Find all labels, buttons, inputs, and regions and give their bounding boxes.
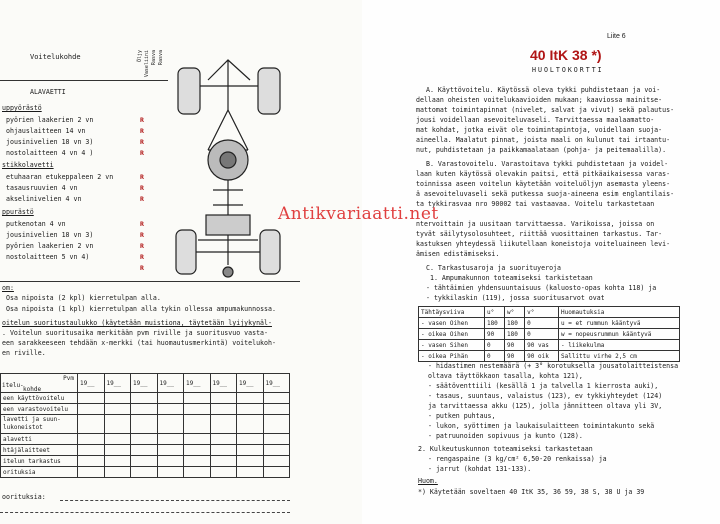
row-label: orituksia <box>1 467 78 478</box>
para-line: C. Tarkastusaroja ja suorituyeroja <box>426 264 561 272</box>
group-title: uppyörästö <box>2 104 42 112</box>
para-line: ntervoittain ja uusitaan tarvittaessa. Varikoissa, joissa on <box>416 220 655 228</box>
section-title: ALAVAETTI <box>30 88 66 96</box>
after-line: 2. Kulkeutuskunnon toteamiseksi tarkastetaan <box>418 445 593 453</box>
para-line: B. Varastovoitelu. Varastoitava tykki puhdistetaan ja voidel- <box>426 160 669 168</box>
group-item: jousinivelien 18 vn 3) <box>6 138 94 146</box>
group-item: putkenotan 4 vn <box>6 220 66 228</box>
mark: R <box>140 173 144 181</box>
note-line: oitelun suoritustaulukko (käytetään muistiona, täytetään lyijykynäl- <box>2 319 272 327</box>
after-line: ja tarvittaessa akku (125), jolla jännitteen oltava yli 3V, <box>428 402 663 410</box>
th-cell: u° <box>484 307 504 318</box>
group-item: pyörien laakerien 2 vn <box>6 116 94 124</box>
divider <box>0 80 168 81</box>
page-label: Liite 6 <box>607 33 626 40</box>
year-cell[interactable]: 19__ <box>263 374 290 393</box>
th-cell: Tähtäysviiva <box>419 307 485 318</box>
after-line: - putken puhtaus, <box>428 412 496 420</box>
mark: R <box>140 127 144 135</box>
para-line: mat kohdat, jotka eivät ole toimintapintoja, voidellaan suoja- <box>416 126 663 134</box>
card-subtitle: HUOLTOKORTTI <box>532 66 604 74</box>
after-line: - jarrut (kohdat 131-133). <box>428 465 532 473</box>
group-item: jousinivelien 18 vn 3) <box>6 231 94 239</box>
mark: R <box>140 184 144 192</box>
table-row <box>1 467 290 478</box>
para-line: ämisen edistämiseksi. <box>416 250 500 258</box>
row-label <box>1 415 78 434</box>
remarks-line <box>60 500 290 501</box>
col-code: Rasva <box>158 50 164 66</box>
year-cell[interactable]: 19__ <box>78 374 105 393</box>
mark: R <box>140 116 144 124</box>
table-row: - vasen Sihen 0 90 90 vas - liikekulma <box>419 340 680 351</box>
after-line: - tasaus, suuntaus, valaistus (123), ev tykkiyhteydet (124) <box>428 392 663 400</box>
corner-cell <box>1 374 78 393</box>
col-code: Vaseliini <box>144 50 150 78</box>
group-title: stikkolavetti <box>2 161 54 169</box>
row-label-b: lukoneistot <box>3 424 43 431</box>
note-line: en riville. <box>2 349 46 357</box>
year-cell[interactable]: 19__ <box>184 374 211 393</box>
para-line: mattomat toimintapinnat (nivelet, salvat ja vivut) sekä palautus- <box>416 106 675 114</box>
watermark: Antikvariaatti.net <box>278 204 439 224</box>
after-line: - säätöventtiili (kesällä 1 ja talvella 1 kierrosta auki), <box>428 382 659 390</box>
para-line: jousi voidellaan asevoiteluvaseli. Tarvittaessa maalaamatto- <box>416 116 655 124</box>
th-cell: w° <box>505 307 525 318</box>
th-cell: Huomautuksia <box>559 307 680 318</box>
divider <box>0 281 300 282</box>
corner-label: itelu- <box>2 382 24 389</box>
row-label: een varastovoitelu <box>1 404 78 415</box>
group-title: ppurästö <box>2 208 34 216</box>
mark: R <box>140 195 144 203</box>
row-label-a: lavetti ja suun- <box>3 416 61 423</box>
after-line: - rengaspaine (3 kg/cm² 6,50-20 renkaissa) ja <box>428 455 607 463</box>
group-item: pyörien laakerien 2 vn <box>6 242 94 250</box>
mark: R <box>140 242 144 250</box>
row-label: alavetti <box>1 434 78 445</box>
mark: R <box>140 149 144 157</box>
note-line: een sarakkeeseen tehdään x-merkki (tai huomautusmerkintä) voitelukoh- <box>2 339 276 347</box>
after-line: - lukon, syöttimen ja laukaisulaitteen toimintakunto sekä <box>428 422 655 430</box>
group-item: ohjauslaitteen 14 vn <box>6 127 86 135</box>
mark: R <box>140 264 144 272</box>
row-label: itelun tarkastus <box>1 456 78 467</box>
para-line: toinnissa aseen voitelun käytetään voiteluöljyn asemasta yleens- <box>416 180 671 188</box>
para-line: ä asevoiteluvaseli sekä putkessa suoja-aineena esim englantilais- <box>416 190 675 198</box>
table-row <box>1 434 290 445</box>
sight-table <box>418 306 680 362</box>
table-row: - oikea Oihen 90 180 0 w = nopeusrummun kääntyvä <box>419 329 680 340</box>
lubrication-log-table <box>0 373 290 478</box>
row-label: htäjälaitteet <box>1 445 78 456</box>
group-item: tasausruuvien 4 vn <box>6 184 78 192</box>
notes-label: om: <box>2 284 14 292</box>
group-item: etuhaaran etukeppaleen 2 vn <box>6 173 114 181</box>
mark: R <box>140 138 144 146</box>
para-line: - tähtäimien yhdensuuntaisuus (kaluosto-opas kohta 118) ja <box>426 284 657 292</box>
col-code: Öljy <box>137 50 143 63</box>
group-item: nostolaitteen 5 vn 4) <box>6 253 90 261</box>
footnote: *) Käytetään soveltaen 40 ItK 35, 36 59, 38 S, 38 U ja 39 <box>418 488 645 496</box>
pvm-label: Pvm <box>63 375 74 382</box>
para-line: nut, puhdistetaan ja paikkamaalataan (pohja- ja peitemaalilla). <box>416 146 667 154</box>
year-cell[interactable]: 19__ <box>210 374 237 393</box>
after-line: oltava täyttökkaon tasalla, kohta 121), <box>428 372 583 380</box>
note-line: Osa nipoista (2 kpl) kierretulpan alla. <box>6 294 161 302</box>
year-cell[interactable]: 19__ <box>131 374 158 393</box>
footer-remarks: oorituksia: <box>2 493 46 501</box>
table-row: - vasen Oihen 180 180 0 u = et rummun kääntyvä <box>419 318 680 329</box>
col-code: Rasva <box>151 50 157 66</box>
para-line: ta tykkirasvaa nro 90002 tai vastaavaa. Voitelu tarkastetaan <box>416 200 655 208</box>
lube-point-header: Voitelukohde <box>30 53 81 61</box>
para-line: 1. Ampumakunnon toteamiseksi tarkistetaan <box>430 274 593 282</box>
card-title: 40 ItK 38 *) <box>530 47 602 63</box>
table-row <box>1 393 290 404</box>
para-line: A. Käyttövoitelu. Käytössä oleva tykki puhdistetaan ja voi- <box>426 86 661 94</box>
huom-label: Huom. <box>418 477 438 485</box>
remarks-line <box>0 512 290 513</box>
group-item: akselinivelien 4 vn <box>6 195 82 203</box>
mark: R <box>140 231 144 239</box>
table-row <box>1 404 290 415</box>
after-line: - hidastimen nestemäärä (+ 3° korotuksella jousatolaitteistensa <box>428 362 679 370</box>
year-cell[interactable]: 19__ <box>104 374 131 393</box>
para-line: aineella. Maalatut pinnat, joista maali on kulunut tai irtaantu- <box>416 136 671 144</box>
group-item: nostolaitteen 4 vn 4 ) <box>6 149 94 157</box>
year-cell[interactable]: 19__ <box>157 374 184 393</box>
para-line: laan kuten käytössä olevakin paitsi, että pitkäaikaisessa varas- <box>416 170 671 178</box>
row-label: een käyttövoitelu <box>1 393 78 404</box>
para-line: kastuksen yhteydessä liikutellaan koneistoja voiteluaineen levi- <box>416 240 671 248</box>
para-line: dellaan oheisten voitelukaavioiden mukaan; kaaviossa mainitse- <box>416 96 663 104</box>
table-row <box>1 445 290 456</box>
table-row <box>1 415 290 434</box>
table-row <box>1 456 290 467</box>
mark: R <box>140 220 144 228</box>
th-cell: v° <box>525 307 559 318</box>
para-line: - tykkilaskin (119), jossa suoritusarvot ovat <box>426 294 605 302</box>
gun-carriage-diagram <box>168 40 293 290</box>
para-line: tyvät säilytysolosuhteet, riittää vuosittainen tarkastus. Tar- <box>416 230 663 238</box>
note-line: Osa nipoista (1 kpl) kierretulpan alla tykin ollessa ampumakunnossa. <box>6 305 276 313</box>
note-line: . Voitelun suoritusaika merkitään pvm riville ja suoritusvuo vasta- <box>2 329 268 337</box>
corner-label2: kohde <box>23 386 42 393</box>
table-row: - oikea Pihän 0 90 90 oik Sallittu virhe 2,5 cm <box>419 351 680 362</box>
after-line: - patruunoiden sopivuus ja kunto (128). <box>428 432 583 440</box>
mark: R <box>140 253 144 261</box>
year-cell[interactable]: 19__ <box>237 374 264 393</box>
